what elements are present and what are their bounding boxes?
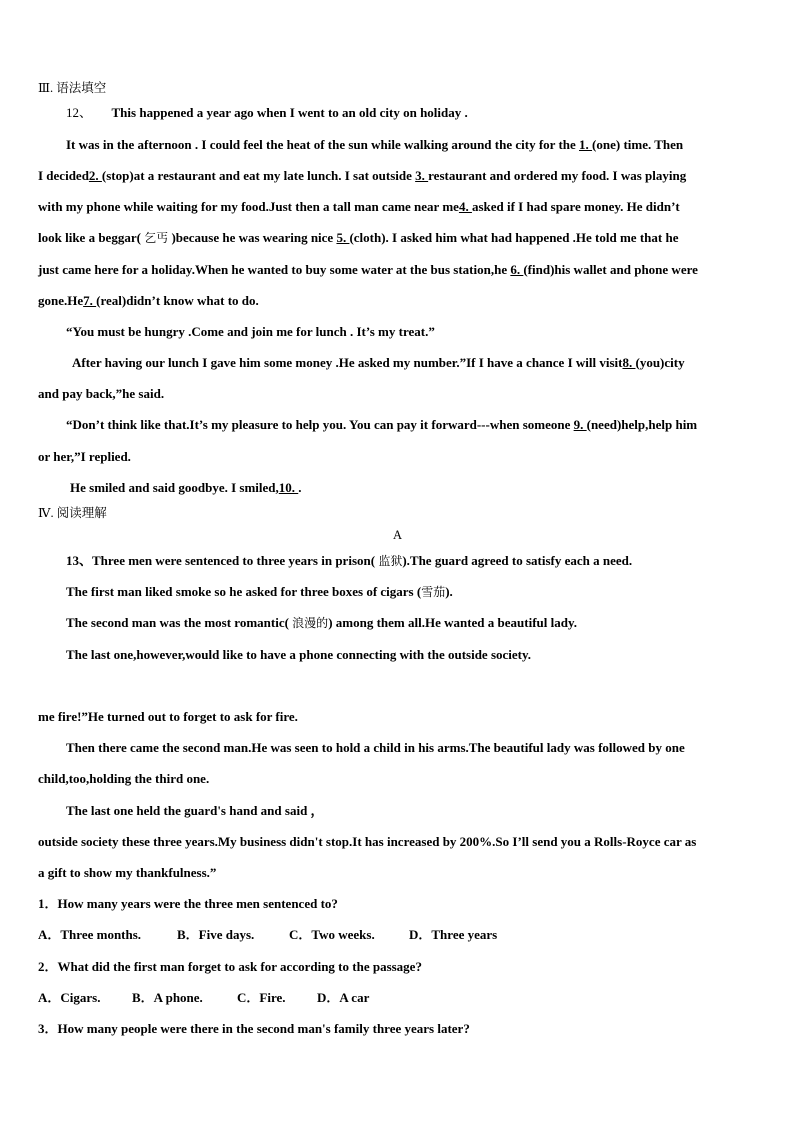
text: ) among them all.He wanted a beautiful lady. (328, 615, 578, 630)
text: It was in the afternoon . I could feel the heat of the sun while walking around the city for the (66, 137, 580, 152)
reading-line: me fire!”He turned out to forget to ask for fire. (38, 709, 298, 724)
text: After having our lunch I gave him some money .He asked my number.”If I have a chance I will visit (72, 355, 623, 370)
reading-line: The last one,however,would like to have a phone connecting with the outside society. (66, 647, 532, 662)
question-options-2 (38, 990, 369, 1006)
passage-line (38, 230, 678, 246)
blank-1[interactable]: 1. (579, 137, 593, 152)
blank-3[interactable]: 3. (415, 168, 429, 183)
text: “Don’t think like that.It’s my pleasure to help you. You can pay it forward---when someone (66, 417, 574, 432)
option-b[interactable]: B．A phone. (132, 990, 203, 1005)
text: ). (445, 584, 453, 599)
blank-8[interactable]: 8. (622, 355, 636, 370)
reading-line: child,too,holding the third one. (38, 771, 210, 786)
option-b[interactable]: B．Five days. (177, 927, 255, 942)
text: gone.He (38, 293, 84, 308)
section-heading-grammar: Ⅲ. 语法填空 (38, 81, 107, 95)
text: with my phone while waiting for my food.Just then a tall man came near me (38, 199, 459, 214)
text: . (298, 480, 302, 495)
text: ).The guard agreed to satisfy each a need. (402, 553, 633, 568)
text: The first man liked smoke so he asked for three boxes of cigars ( (66, 584, 422, 599)
passage-line (38, 199, 680, 215)
text: look like a beggar( (38, 230, 145, 245)
option-a[interactable]: A．Cigars. (38, 990, 101, 1005)
reading-line: The last one held the guard's hand and said ， (66, 803, 324, 818)
text: (real)didn’t know what to do. (96, 293, 259, 308)
text: )because he was wearing nice (168, 230, 337, 245)
blank-5[interactable]: 5. (336, 230, 350, 245)
passage-line (38, 168, 686, 184)
section-heading-reading: Ⅳ. 阅读理解 (38, 506, 107, 520)
text: (you)city (635, 355, 685, 370)
reading-line (66, 584, 453, 600)
chinese-gloss: 监狱 (378, 554, 403, 568)
text: (need)help,help him (586, 417, 698, 432)
passage-line (70, 480, 302, 496)
chinese-gloss: 浪漫的 (292, 616, 329, 630)
passage-title: This happened a year ago when I went to an old city on holiday . (111, 105, 468, 120)
text: I decided (38, 168, 89, 183)
passage-line: “You must be hungry .Come and join me for lunch . It’s my treat.” (66, 324, 435, 339)
text: (stop)at a restaurant and eat my late lunch. I sat outside (101, 168, 416, 183)
option-a[interactable]: A．Three months. (38, 927, 142, 942)
passage-line (38, 262, 698, 278)
option-d[interactable]: D．Three years (409, 927, 498, 942)
part-label: A (393, 528, 403, 542)
passage-line (72, 355, 685, 371)
blank-10[interactable]: 10. (278, 480, 299, 495)
text: restaurant and ordered my food. I was playing (428, 168, 687, 183)
reading-line: Then there came the second man.He was seen to hold a child in his arms.The beautiful lady was followed by one (66, 740, 685, 755)
passage-line (38, 293, 259, 309)
chinese-gloss: 乞丐 (144, 231, 169, 245)
text: 13、Three men were sentenced to three years in prison( (66, 553, 379, 568)
blank-2[interactable]: 2. (88, 168, 102, 183)
text: just came here for a holiday.When he wanted to buy some water at the bus station,he (38, 262, 511, 277)
reading-line: a gift to show my thankfulness.” (38, 865, 217, 880)
question-stem-3: 3．How many people were there in the second man's family three years later? (38, 1021, 470, 1036)
question-stem-1: 1．How many years were the three men sentenced to? (38, 896, 338, 911)
question-12-title (66, 105, 468, 121)
passage-line: or her,”I replied. (38, 449, 131, 464)
text: The second man was the most romantic( (66, 615, 293, 630)
passage-line (66, 137, 683, 153)
blank-9[interactable]: 9. (573, 417, 587, 432)
text: He smiled and said goodbye. I smiled, (70, 480, 279, 495)
chinese-gloss: 雪茄 (421, 585, 446, 599)
passage-line: and pay back,”he said. (38, 386, 165, 401)
text: (one) time. Then (592, 137, 684, 152)
blank-4[interactable]: 4. (458, 199, 472, 214)
blank-6[interactable]: 6. (510, 262, 524, 277)
question-options-1 (38, 927, 497, 943)
question-stem-2: 2．What did the first man forget to ask for according to the passage? (38, 959, 422, 974)
option-c[interactable]: C．Two weeks. (289, 927, 375, 942)
blank-7[interactable]: 7. (83, 293, 97, 308)
text: (find)his wallet and phone were (523, 262, 698, 277)
reading-line (66, 553, 632, 569)
option-c[interactable]: C．Fire. (237, 990, 286, 1005)
text: asked if I had spare money. He didn’t (471, 199, 680, 214)
text: (cloth). I asked him what had happened .He told me that he (349, 230, 679, 245)
passage-line (66, 417, 697, 433)
reading-line: outside society these three years.My business didn't stop.It has increased by 200%.So I’ll send you a Rolls-Royce car as (38, 834, 697, 849)
reading-line (66, 615, 577, 631)
option-d[interactable]: D．A car (317, 990, 370, 1005)
question-number: 12、 (66, 105, 93, 120)
